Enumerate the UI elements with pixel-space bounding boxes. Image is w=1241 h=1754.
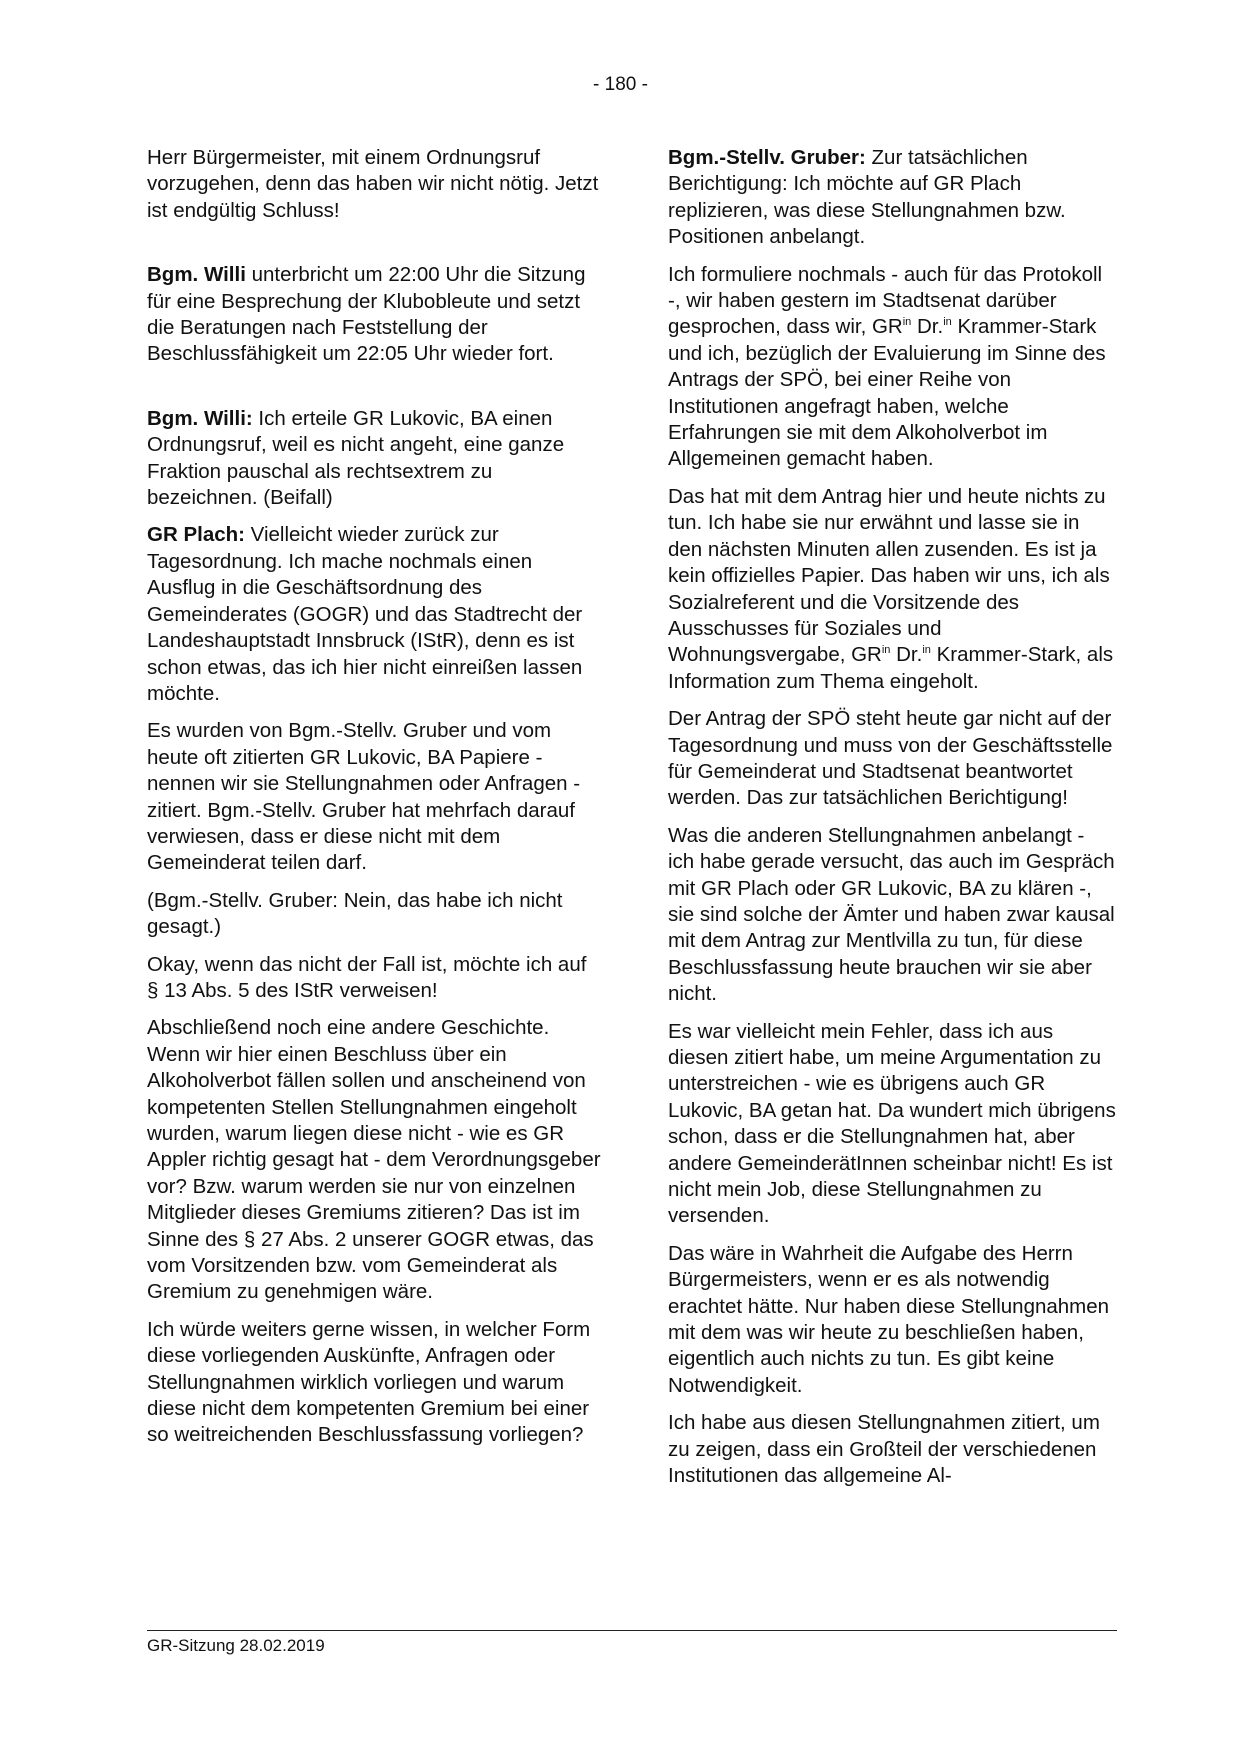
paragraph-text: Ich formuliere nochmals - auch für das Protokoll -, wir haben gestern im Stadtsenat darüber gesprochen, dass wir, GR: [668, 262, 1103, 339]
speaker-name: Bgm.-Stellv. Gruber:: [668, 146, 866, 169]
paragraph: [668, 145, 1116, 251]
paragraph: [668, 262, 1116, 473]
superscript: in: [881, 644, 891, 657]
footer-divider: [147, 1630, 1117, 1631]
paragraph-text: Dr.: [911, 315, 944, 339]
paragraph: Es war vielleicht mein Fehler, dass ich aus diesen zitiert habe, um meine Argumentation zu unterstreichen - wie es übrigens auch GR Lukovic, BA getan hat. Da wundert mich übrigens schon, dass er die Stellungnahmen hat, aber andere GemeinderätInnen scheinbar nicht! Es ist nicht mein Job, diese Stellungnahmen zu versenden.: [668, 1019, 1116, 1228]
superscript: in: [922, 644, 931, 657]
left-column: [147, 145, 602, 1460]
paragraph-text: Vielleicht wieder zurück zur Tagesordnung. Ich mache nochmals einen Ausflug in die Geschäftsordnung des Gemeinderates (GOGR) und das Stadtrecht der Landeshauptstadt Innsbruck (IStR), denn es ist schon etwas, das ich hier nicht einreißen lassen möchte.: [147, 523, 583, 705]
paragraph: Das wäre in Wahrheit die Aufgabe des Herrn Bürgermeisters, wenn er es als notwendig erachtet hätte. Nur haben diese Stellungnahmen mit dem was wir heute zu beschließen haben, eigentlich auch nichts zu tun. Es gibt keine Notwendigkeit.: [668, 1241, 1110, 1397]
superscript: in: [902, 316, 912, 329]
paragraph-text: Ich erteile GR Lukovic, BA einen Ordnungsruf, weil es nicht angeht, eine ganze Fraktion pauschal als rechtsextrem zu bezeichnen. (Beifall): [147, 406, 565, 510]
paragraph-text: Dr.: [890, 643, 923, 667]
speaker-name: Bgm. Willi:: [147, 406, 253, 430]
paragraph: Herr Bürgermeister, mit einem Ordnungsruf vorzugehen, denn das haben wir nicht nötig. Jetzt ist endgültig Schluss!: [147, 146, 599, 222]
paragraph-text: Krammer-Stark, als Information zum Thema eingeholt.: [668, 643, 1114, 693]
paragraph: Ich habe aus diesen Stellungnahmen zitiert, um zu zeigen, dass ein Großteil der verschiedenen Institutionen das allgemeine Al-: [668, 1411, 1100, 1488]
paragraph: [147, 262, 602, 368]
speaker-name: Bgm. Willi: [147, 263, 246, 287]
footer-text: GR-Sitzung 28.02.2019: [147, 1636, 325, 1655]
right-column: [668, 145, 1116, 1501]
paragraph-text: Das hat mit dem Antrag hier und heute nichts zu tun. Ich habe sie nur erwähnt und lasse sie in den nächsten Minuten allen zusenden. Es ist ja kein offizielles Papier. Das haben wir uns, ich als Sozialreferent und die Vorsitzende des Ausschusses für Soziales und Wohnungsvergabe, GR: [668, 484, 1110, 667]
paragraph: (Bgm.-Stellv. Gruber: Nein, das habe ich nicht gesagt.): [147, 888, 563, 939]
paragraph: Okay, wenn das nicht der Fall ist, möchte ich auf § 13 Abs. 5 des IStR verweisen!: [147, 952, 587, 1002]
paragraph: [668, 484, 1116, 695]
paragraph: Ich würde weiters gerne wissen, in welcher Form diese vorliegenden Auskünfte, Anfragen oder Stellungnahmen wirklich vorliegen und warum diese nicht dem kompetenten Gremium bei einer so weitreichenden Beschlussfassung vorliegen?: [147, 1317, 591, 1447]
speaker-name: GR Plach:: [147, 523, 245, 547]
paragraph: Der Antrag der SPÖ steht heute gar nicht auf der Tagesordnung und muss von der Geschäftsstelle für Gemeinderat und Stadtsenat beantwortet werden. Das zur tatsächlichen Berichtigung!: [668, 707, 1113, 810]
superscript: in: [943, 316, 952, 329]
paragraph: [147, 522, 602, 707]
paragraph-text: Krammer-Stark und ich, bezüglich der Evaluierung im Sinne des Antrags der SPÖ, bei einer Reihe von Institutionen angefragt haben, welche Erfahrungen sie mit dem Alkoholverbot im Allgemeinen gemacht haben.: [668, 315, 1106, 471]
paragraph: Was die anderen Stellungnahmen anbelangt - ich habe gerade versucht, das auch im Gespräch mit GR Plach oder GR Lukovic, BA zu klären -, sie sind solche der Ämter und haben zwar kausal mit dem Antrag zur Mentlvilla zu tun, für diese Beschlussfassung heute brauchen wir sie aber nicht.: [668, 823, 1115, 1006]
paragraph-text: unterbricht um 22:00 Uhr die Sitzung für eine Besprechung der Klubobleute und setzt die Beratungen nach Feststellung der Beschlussfähigkeit um 22:05 Uhr wieder fort.: [147, 263, 586, 366]
paragraph: Abschließend noch eine andere Geschichte. Wenn wir hier einen Beschluss über ein Alkoholverbot fällen sollen und anscheinend von kompetenten Stellen Stellungnahmen eingeholt wurden, warum liegen diese nicht - wie es GR Appler richtig gesagt hat - dem Verordnungsgeber vor? Bzw. warum werden sie nur von einzelnen Mitglieder dieses Gremiums zitieren? Das ist im Sinne des § 27 Abs. 2 unserer GOGR etwas, das vom Vorsitzenden bzw. vom Gemeinderat als Gremium zu genehmigen wäre.: [147, 1016, 601, 1304]
paragraph: [147, 406, 602, 512]
paragraph: Es wurden von Bgm.-Stellv. Gruber und vom heute oft zitierten GR Lukovic, BA Papiere - nennen wir sie Stellungnahmen oder Anfragen - zitiert. Bgm.-Stellv. Gruber hat mehrfach darauf verwiesen, dass er diese nicht mit dem Gemeinderat teilen darf.: [147, 719, 581, 875]
page-number: - 180 -: [593, 74, 648, 95]
paragraph-text: Zur tatsächlichen Berichtigung: Ich möchte auf GR Plach replizieren, was diese Stellungnahmen bzw. Positionen anbelangt.: [668, 146, 1066, 249]
